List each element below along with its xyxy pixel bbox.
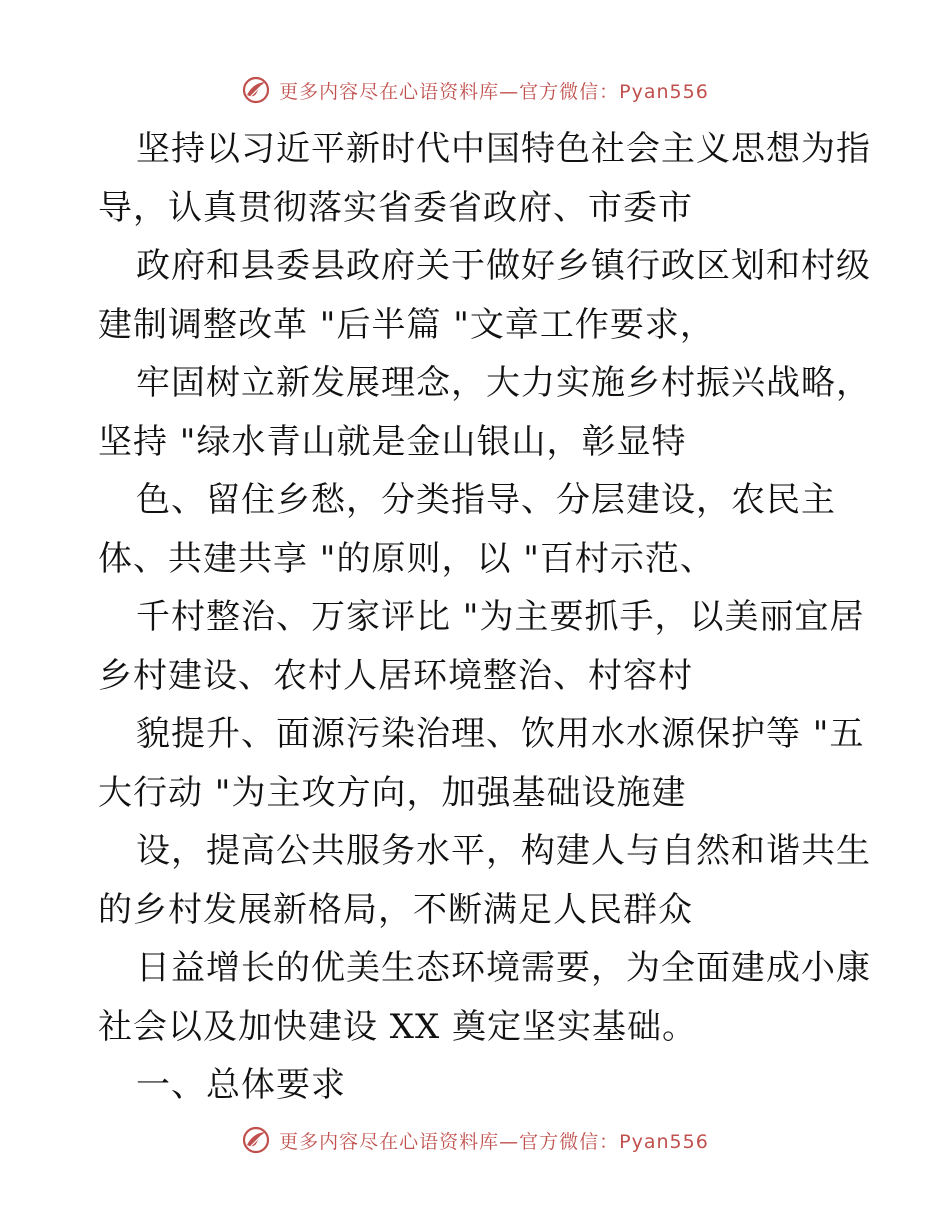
text-line: 坚持 "绿水青山就是金山银山，彰显特 [98,421,687,462]
header-watermark [0,70,950,110]
writing-pen-logo-icon [241,1125,271,1155]
watermark-text: 更多内容尽在心语资料库—官方微信：Pyan556 [279,80,709,103]
text-line: 日益增长的优美生态环境需要，为全面建成小康 [136,948,871,988]
footer-watermark [0,1120,950,1160]
text-line: 设，提高公共服务水平，构建人与自然和谐共生 [136,831,871,871]
text-line: 色、留住乡愁，分类指导、分层建设，农民主 [136,480,836,520]
text-line: 政府和县委县政府关于做好乡镇行政区划和村级 [136,246,871,286]
text-line: 乡村建设、农村人居环境整治、村容村 [98,655,693,696]
text-line: 牢固树立新发展理念，大力实施乡村振兴战略， [136,363,871,403]
watermark-text: 更多内容尽在心语资料库—官方微信：Pyan556 [279,1130,709,1153]
text-line: 坚持以习近平新时代中国特色社会主义思想为指 [136,129,871,169]
text-line: 体、共建共享 "的原则，以 "百村示范、 [98,538,715,579]
text-line: 大行动 "为主攻方向，加强基础设施建 [98,772,687,813]
text-line: 建制调整改革 "后半篇 "文章工作要求， [98,304,715,345]
text-line: 一、总体要求 [136,1065,346,1105]
document-body [98,120,878,1115]
writing-pen-logo-icon [241,75,271,105]
text-line: 导，认真贯彻落实省委省政府、市委市 [98,187,693,228]
text-line: 的乡村发展新格局，不断满足人民群众 [98,889,693,930]
text-line: 貌提升、面源污染治理、饮用水水源保护等 "五 [136,714,865,754]
text-line: 千村整治、万家评比 "为主要抓手，以美丽宜居 [136,597,865,637]
text-line: 社会以及加快建设 XX 奠定坚实基础。 [98,1006,698,1047]
